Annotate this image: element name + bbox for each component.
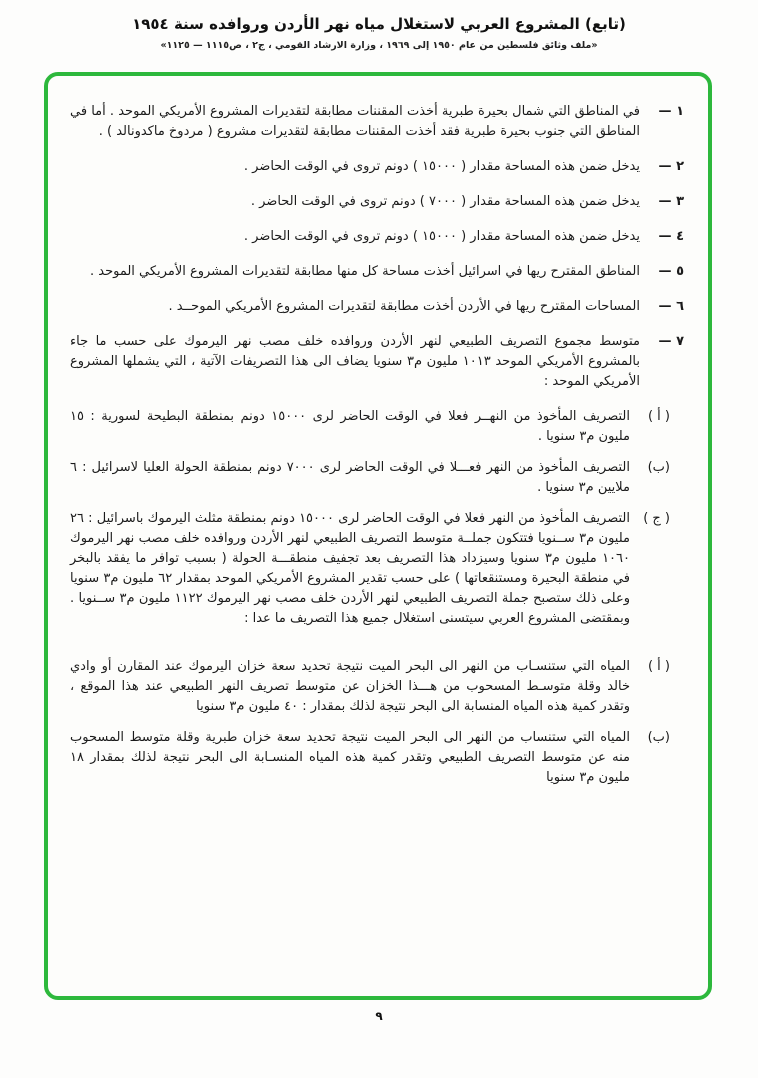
page-footer	[0, 1009, 758, 1023]
item-text: متوسط مجموع التصريف الطبيعي لنهر الأردن وروافده خلف مصب نهر اليرموك على حسب ما جاء بالمشروع الأمريكي الموحد ١٠١٣ مليون م٣ سنويا يضاف الى هذا التصريفات الآتية ، التي يشملها المشروع الأمريكي الموحد :	[70, 334, 640, 389]
page-header	[0, 0, 758, 51]
paragraph-block	[70, 297, 684, 317]
item-text: يدخل ضمن هذه المساحة مقدار ( ١٥٠٠٠ ) دونم تروى في الوقت الحاضر .	[243, 159, 640, 174]
paragraph-block	[70, 157, 684, 177]
item-text: المناطق المقترح ريها في اسرائيل أخذت مساحة كل منها مطابقة لتقديرات المشروع الأمريكي الموحد .	[89, 264, 640, 279]
item-marker: ٢ —	[658, 159, 684, 174]
item-marker: ( ج )	[643, 511, 670, 526]
document-body	[70, 102, 684, 788]
paragraph-block	[70, 332, 684, 392]
paragraph-block	[70, 407, 670, 447]
item-marker: ( أ )	[647, 409, 670, 424]
item-marker: (ب)	[647, 730, 670, 745]
paragraph-block	[70, 192, 684, 212]
paragraph-block	[70, 509, 670, 629]
item-marker: ٤ —	[658, 229, 684, 244]
item-text: المياه التي ستنساب من النهر الى البحر الميت نتيجة تحديد سعة خزان طبرية وقلة متوسط المسحوب منه عن متوسط التصريف الطبيعي وتقدر كمية هذه المياه المنسـابة الى البحر نتيجة لذلك بمقدار ١٨ مليون م٣ سنويا	[70, 730, 630, 785]
item-marker: ( أ )	[647, 659, 670, 674]
paragraph-block	[70, 102, 684, 142]
paragraph-block	[70, 458, 670, 498]
item-marker: ١ —	[658, 104, 684, 119]
item-text: يدخل ضمن هذه المساحة مقدار ( ٧٠٠٠ ) دونم تروى في الوقت الحاضر .	[250, 194, 640, 209]
item-marker: (ب)	[647, 460, 670, 475]
content-border-box	[44, 72, 712, 1000]
document-title: (تابع) المشروع العربي لاستغلال مياه نهر الأردن وروافده سنة ١٩٥٤	[132, 15, 626, 33]
item-marker: ٧ —	[658, 334, 684, 349]
paragraph-block	[70, 657, 670, 717]
item-marker: ٣ —	[658, 194, 684, 209]
item-text: المساحات المقترح ريها في الأردن أخذت مطابقة لتقديرات المشروع الأمريكي الموحــد .	[168, 299, 640, 314]
item-text: يدخل ضمن هذه المساحة مقدار ( ١٥٠٠٠ ) دونم تروى في الوقت الحاضر .	[243, 229, 640, 244]
paragraph-block	[70, 227, 684, 247]
item-text: التصريف المأخوذ من النهر فعـــلا في الوقت الحاضر لرى ٧٠٠٠ دونم بمنطقة الحولة العليا لاسرائيل : ٦ ملايين م٣ سنويا .	[70, 460, 630, 495]
item-marker: ٥ —	[658, 264, 684, 279]
item-text: التصريف المأخوذ من النهر فعلا في الوقت الحاضر لرى ١٥٠٠٠ دونم بمنطقة مثلث اليرموك باسرائيل : ٢٦ مليون م٣ ســنويا فتتكون جملــة متوسط التصريف الطبيعي لنهر الأردن وروافده خلف مصب نهر اليرموك ١٠٦٠ مليون م٣ سنويا وسيزداد هذا التصريف بعد تجفيف منطقـــة الحولة ( بسبب توافر ما يفقد بالبخر في منطقة البحيرة ومستنقعاتها ) على حسب تقدير المشروع الأمريكي الموحد بمقدار ٦٢ مليون م٣ سنويا وعلى ذلك ستصبح جملة التصريف الطبيعي لنهر الأردن خلف مصب نهر اليرموك ١١٢٢ مليون م٣ ســنويا . وبمقتضى المشروع العربي سيتسنى استغلال جميع هذا التصريف ما عدا :	[70, 511, 631, 626]
item-text: المياه التي ستنسـاب من النهر الى البحر الميت نتيجة تحديد سعة خزان اليرموك عند المقارن أو وادي خالد وقلة متوسـط المسحوب من هـــذا الخزان عن متوسط تصريف النهر الطبيعي عند هذا الموقع ، وتقدر كمية هذه المياه المنسابة الى البحر نتيجة لذلك بمقدار : ٤٠ مليون م٣ سنويا	[70, 659, 630, 714]
item-marker: ٦ —	[658, 299, 684, 314]
item-text: التصريف المأخوذ من النهــر فعلا في الوقت الحاضر لرى ١٥٠٠٠ دونم بمنطقة البطيحة لسورية : ١٥ مليون م٣ سنويا .	[70, 409, 630, 444]
paragraph-block	[70, 728, 670, 788]
item-text: في المناطق التي شمال بحيرة طبرية أخذت المقننات مطابقة لتقديرات المشروع الأمريكي الموحد . أما في المناطق التي جنوب بحيرة طبرية فقد أخذت المقننات مطابقة لتقديرات مشروع ( مردوخ ماكدونالد ) .	[70, 104, 640, 139]
page-number: ٩	[375, 1009, 383, 1023]
paragraph-block	[70, 262, 684, 282]
document-subtitle: «ملف وثائق فلسطين من عام ١٩٥٠ إلى ١٩٦٩ ، وزارة الارشاد القومي ، ج٢ ، ص١١١٥ — ١١٢٥»	[160, 40, 598, 51]
